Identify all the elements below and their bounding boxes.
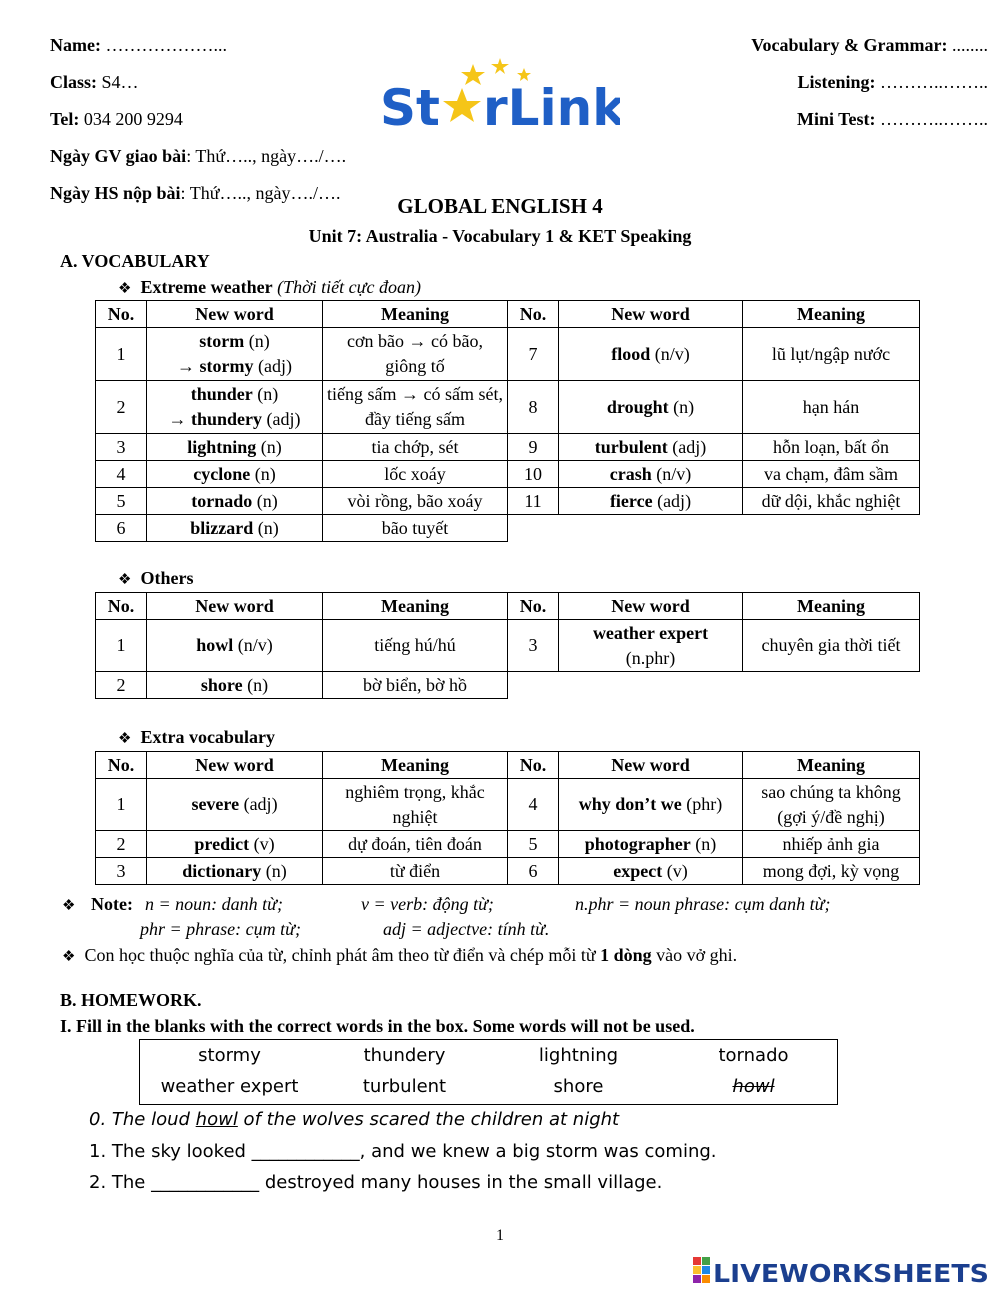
extreme-weather-heading: ❖ Extreme weather (Thời tiết cực đoan) xyxy=(118,277,421,297)
section-b-heading: B. HOMEWORK. xyxy=(60,990,202,1010)
word-box-item: tornado xyxy=(718,1045,789,1066)
example-sentence: 0. The loud howl of the wolves scared the children at night xyxy=(89,1109,620,1130)
table-header-row: No. New word Meaning No. New word Meaning xyxy=(96,752,920,779)
svg-text:rLink: rLink xyxy=(483,79,620,137)
name-line: Name: ………………... xyxy=(50,35,227,55)
study-instruction: ❖ Con học thuộc nghĩa của từ, chỉnh phát âm theo từ điển và chép mỗi từ 1 dòng vào vở ghi. xyxy=(62,945,738,965)
table-row: 2 thunder (n) → thundery (adj) tiếng sấm → có sấm sét, đầy tiếng sấm 8 drought (n) hạn hán xyxy=(96,381,920,434)
svg-text:St: St xyxy=(380,79,440,137)
question-2[interactable]: 2. The ____________ destroyed many houses in the small village. xyxy=(89,1172,663,1193)
diamond-bullet-icon: ❖ xyxy=(118,731,132,747)
word-box-item: shore xyxy=(553,1076,604,1097)
liveworksheets-logo xyxy=(693,1253,993,1289)
arrow-icon: → xyxy=(177,356,200,376)
star-icon xyxy=(491,58,509,74)
diamond-bullet-icon: ❖ xyxy=(62,949,76,965)
word-box-item: stormy xyxy=(198,1045,261,1066)
extra-vocabulary-heading: ❖ Extra vocabulary xyxy=(118,727,275,747)
tel-line: Tel: 034 200 9294 xyxy=(50,109,183,129)
word-box-item: lightning xyxy=(538,1045,619,1066)
diamond-bullet-icon: ❖ xyxy=(118,572,132,588)
page-number: 1 xyxy=(496,1227,504,1244)
exercise-1-instruction: I. Fill in the blanks with the correct words in the box. Some words will not be used. xyxy=(60,1016,695,1036)
word-box-item: turbulent xyxy=(362,1076,447,1097)
word-box-item: weather expert xyxy=(160,1076,299,1097)
svg-text:LIVEWORKSHEETS: LIVEWORKSHEETS xyxy=(713,1259,989,1288)
extra-vocabulary-table xyxy=(95,751,920,885)
others-heading: ❖ Others xyxy=(118,568,194,588)
star-icon xyxy=(443,88,481,122)
arrow-icon: → xyxy=(168,409,191,429)
listening-score: Listening: ………..…….. xyxy=(797,72,988,92)
class-line: Class: S4… xyxy=(50,72,139,92)
note-bullet xyxy=(62,894,75,915)
starlink-logo xyxy=(380,58,620,138)
word-box-item-used: howl xyxy=(732,1076,775,1097)
question-1[interactable]: 1. The sky looked ____________, and we knew a big storm was coming. xyxy=(89,1141,717,1162)
table-row: 1 howl (n/v) tiếng hú/hú 3 weather expert (n.phr) chuyên gia thời tiết xyxy=(96,620,920,672)
note-noun-phrase: n.phr = noun phrase: cụm danh từ; xyxy=(575,894,831,914)
diamond-bullet-icon: ❖ xyxy=(118,281,132,297)
extreme-weather-table xyxy=(95,300,920,542)
section-a-heading: A. VOCABULARY xyxy=(60,251,210,271)
note-phrase: phr = phrase: cụm từ; xyxy=(140,919,301,939)
table-row: 3 lightning (n) tia chớp, sét 9 turbulent (adj) hỗn loạn, bất ổn xyxy=(96,434,920,461)
table-row: 5 tornado (n) vòi rồng, bão xoáy 11 fierce (adj) dữ dội, khắc nghiệt xyxy=(96,488,920,515)
page-subtitle: Unit 7: Australia - Vocabulary 1 & KET Speaking xyxy=(308,226,692,246)
table-row: 3 dictionary (n) từ điển 6 expect (v) mong đợi, kỳ vọng xyxy=(96,858,920,885)
table-header-row: No. New word Meaning No. New word Meaning xyxy=(96,593,920,620)
mini-test-score: Mini Test: ………..…….. xyxy=(796,109,988,129)
page-title: GLOBAL ENGLISH 4 xyxy=(397,194,603,218)
vocab-grammar-score: Vocabulary & Grammar: ........ xyxy=(751,35,988,55)
table-row: 4 cyclone (n) lốc xoáy 10 crash (n/v) va chạm, đâm sầm xyxy=(96,461,920,488)
table-row: 6 blizzard (n) bão tuyết xyxy=(96,515,920,542)
submit-date-line: Ngày HS nộp bài: Thứ….., ngày…./…. xyxy=(50,183,341,203)
table-header-row: No. New word Meaning No. New word Meaning xyxy=(96,301,920,328)
others-table xyxy=(95,592,920,699)
star-icon xyxy=(461,64,485,85)
note-verb: v = verb: động từ; xyxy=(361,894,494,914)
assign-date-line: Ngày GV giao bài: Thứ….., ngày…./…. xyxy=(50,146,347,166)
word-box-item: thundery xyxy=(363,1045,446,1066)
note-adjective: adj = adjectve: tính từ. xyxy=(383,919,550,939)
table-row: 1 storm (n) → stormy (adj) cơn bão → có bão, giông tố 7 flood (n/v) lũ lụt/ngập nước xyxy=(96,328,920,381)
table-row: 2 predict (v) dự đoán, tiên đoán 5 photographer (n) nhiếp ảnh gia xyxy=(96,831,920,858)
note-noun: n = noun: danh từ; xyxy=(145,894,283,914)
table-row: 1 severe (adj) nghiêm trọng, khắc nghiệt 4 why don’t we (phr) sao chúng ta không (gợi ý/đề nghị) xyxy=(96,779,920,831)
diamond-bullet-icon: ❖ xyxy=(62,898,76,914)
note-label: Note: xyxy=(91,894,133,914)
word-box xyxy=(139,1039,838,1105)
table-row: 2 shore (n) bờ biển, bờ hồ xyxy=(96,672,920,699)
